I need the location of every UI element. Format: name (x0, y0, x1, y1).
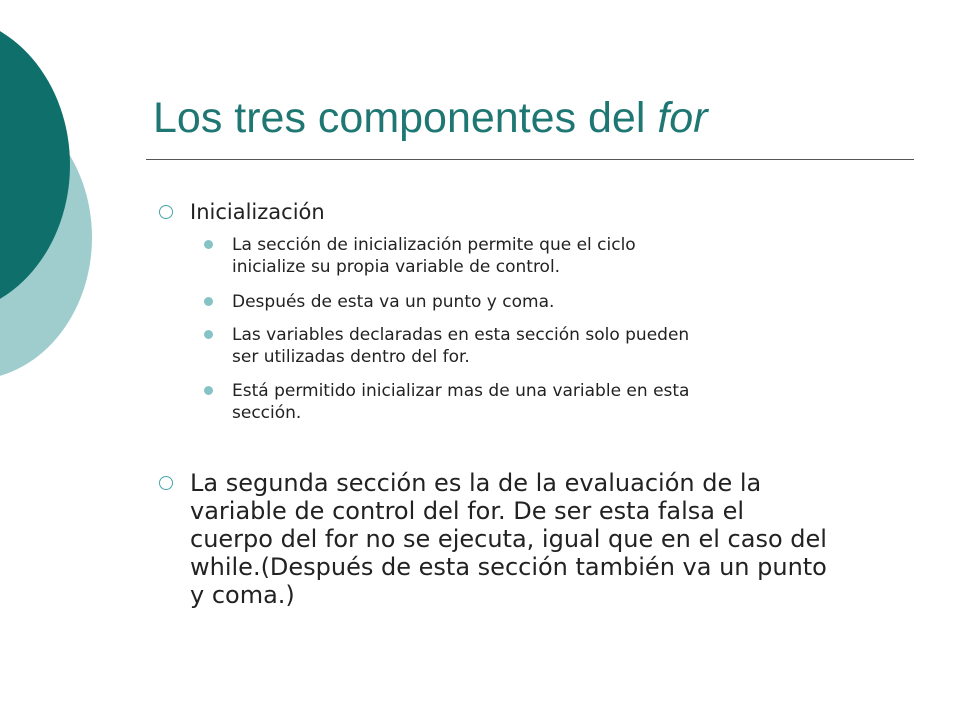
subpoint-3 (232, 324, 902, 368)
subpoint-4 (232, 380, 902, 424)
point-2-line-1: La segunda sección es la de la evaluación de la (190, 469, 762, 497)
subpoint-3-line-2: ser utilizadas dentro del for. (232, 347, 470, 367)
dot-bullet-icon (204, 386, 213, 395)
subpoint-4-line-1: Está permitido inicializar mas de una variable en esta (232, 381, 690, 401)
subpoint-1 (232, 234, 902, 278)
subpoint-3-line-1: Las variables declaradas en esta sección solo pueden (232, 325, 690, 345)
subpoint-4-line-2: sección. (232, 403, 302, 423)
point-heading-inicializacion: Inicialización (190, 200, 325, 224)
point-segunda-seccion (190, 469, 910, 609)
slide-title (153, 92, 708, 144)
title-italic: for (657, 94, 708, 142)
subpoint-2 (232, 291, 902, 313)
point-2-line-2: variable de control del for. De ser esta falsa el (190, 497, 745, 525)
dot-bullet-icon (204, 297, 213, 306)
point-2-line-3: cuerpo del for no se ejecuta, igual que en el caso del (190, 525, 827, 553)
point-2-line-5: y coma.) (190, 581, 295, 609)
subpoint-1-line-1: La sección de inicialización permite que el ciclo (232, 235, 636, 255)
hollow-circle-bullet-icon (159, 476, 173, 490)
dot-bullet-icon (204, 330, 213, 339)
title-main: Los tres componentes del (153, 94, 658, 142)
hollow-circle-bullet-icon (159, 205, 173, 219)
subpoint-2-line-1: Después de esta va un punto y coma. (232, 292, 555, 312)
subpoint-1-line-2: inicialize su propia variable de control. (232, 257, 561, 277)
title-divider (146, 159, 914, 160)
dot-bullet-icon (204, 240, 213, 249)
point-2-line-4: while.(Después de esta sección también va un punto (190, 553, 827, 581)
